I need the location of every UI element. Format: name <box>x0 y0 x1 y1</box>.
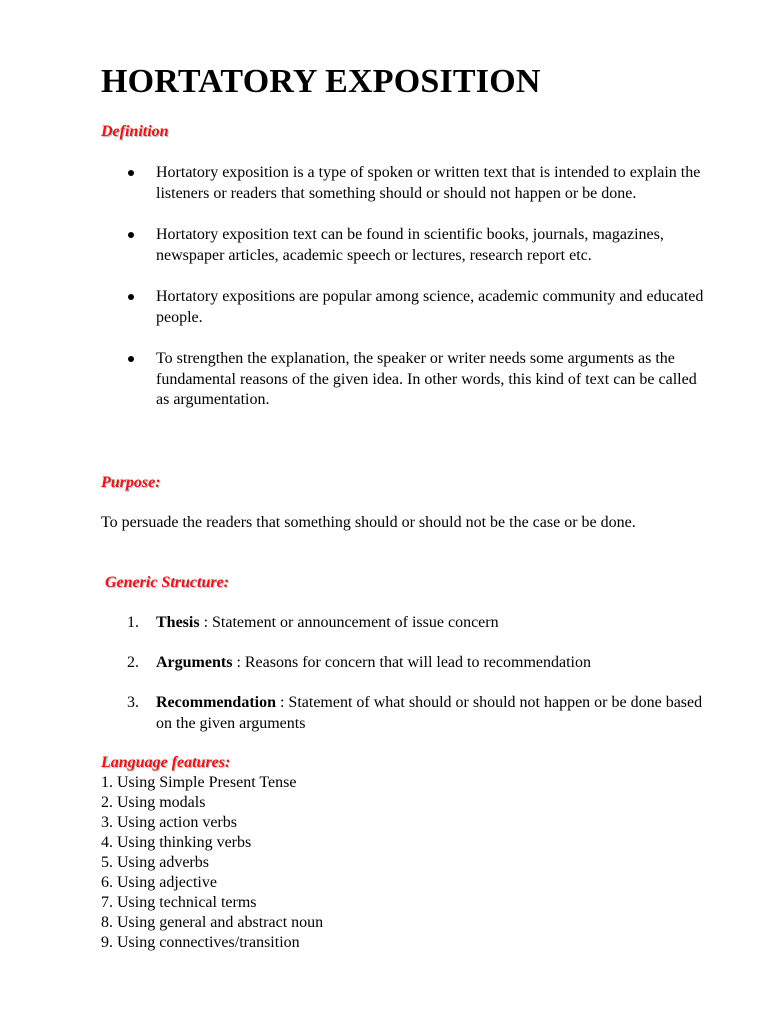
list-number: 2. <box>127 654 139 671</box>
structure-term: Arguments <box>156 654 233 671</box>
bullet-dot-icon <box>128 170 134 176</box>
language-features-list <box>101 773 323 953</box>
structure-description: : Statement or announcement of issue concern <box>199 614 499 631</box>
definition-bullet-text: Hortatory exposition is a type of spoken or written text that is intended to explain the listeners or readers that something should or should not happen or be done. <box>156 164 701 202</box>
definition-bullet-text: To strengthen the explanation, the speaker or writer needs some arguments as the fundamental reasons of the given idea. In other words, this kind of text can be called as argumentation. <box>156 350 697 408</box>
list-item: 7. Using technical terms <box>101 894 257 911</box>
definition-bullet-text: Hortatory expositions are popular among science, academic community and educated people. <box>156 288 704 326</box>
list-item: 5. Using adverbs <box>101 854 209 871</box>
language-features-heading: Language features: <box>101 754 231 771</box>
structure-item-arguments <box>101 653 711 674</box>
structure-term: Recommendation <box>156 694 276 711</box>
list-number: 1. <box>127 614 139 631</box>
list-item: 4. Using thinking verbs <box>101 834 252 851</box>
structure-item-thesis <box>101 613 711 634</box>
list-item: 6. Using adjective <box>101 874 217 891</box>
structure-term: Thesis <box>156 614 200 631</box>
definition-heading: Definition <box>101 123 169 140</box>
definition-bullet-list <box>101 163 711 432</box>
list-item: 9. Using connectives/transition <box>101 934 300 951</box>
bullet-dot-icon <box>128 294 134 300</box>
definition-bullet-text: Hortatory exposition text can be found in scientific books, journals, magazines, newspaper articles, academic speech or lectures, research report etc. <box>156 226 664 264</box>
page-title: HORTATORY EXPOSITION <box>101 63 541 100</box>
list-item: 3. Using action verbs <box>101 814 237 831</box>
definition-bullet-item <box>101 163 711 204</box>
list-item: 1. Using Simple Present Tense <box>101 774 297 791</box>
definition-bullet-item <box>101 225 711 266</box>
structure-description: : Reasons for concern that will lead to recommendation <box>232 654 591 671</box>
generic-structure-heading: Generic Structure: <box>105 574 229 591</box>
structure-description: : Statement of what should or should not happen or be done based on the given arguments <box>156 694 703 732</box>
bullet-dot-icon <box>128 232 134 238</box>
purpose-text: To persuade the readers that something should or should not be the case or be done. <box>101 514 636 531</box>
generic-structure-list <box>101 613 711 754</box>
purpose-heading: Purpose: <box>101 474 161 491</box>
list-number: 3. <box>127 694 139 711</box>
definition-bullet-item <box>101 349 711 411</box>
structure-item-recommendation <box>101 693 711 734</box>
list-item: 8. Using general and abstract noun <box>101 914 324 931</box>
list-item: 2. Using modals <box>101 794 206 811</box>
definition-bullet-item <box>101 287 711 328</box>
bullet-dot-icon <box>128 356 134 362</box>
